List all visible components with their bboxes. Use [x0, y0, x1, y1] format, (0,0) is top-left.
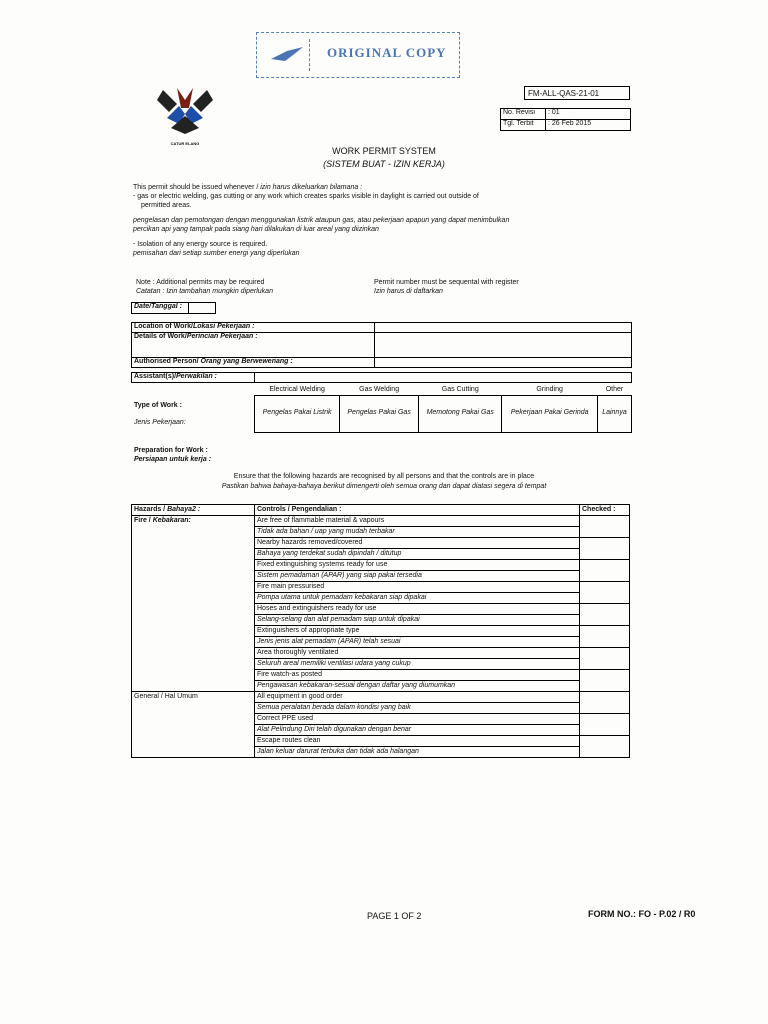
preparation-label-id: Persiapan untuk kerja : [134, 456, 212, 463]
control-id: Pengawasan kebakaran-sesuai dengan daftar yang diumumkan [255, 681, 580, 692]
permit-id: Izin harus di daftarkan [374, 288, 443, 295]
assistant-label: Assistant(s)/Perwakilan : [132, 373, 255, 383]
intro-bullet1-id1: pengelasan dan pemotongan dengan menggunakan listrik ataupun gas, atau pekerjaan apapun yang dapat menimbulkan [133, 217, 510, 224]
control-id: Tidak ada bahan / uap yang mudah terbakar [255, 527, 580, 538]
intro-bullet2-id: pemisahan dari setiap sumber energi yang diperlukan [133, 250, 300, 257]
hazard-table [131, 504, 630, 758]
control-id: Bahaya yang terdekat sudah dipindah / ditutup [255, 549, 580, 560]
revision-value: : 01 [546, 109, 631, 120]
intro-text [133, 183, 613, 258]
control-id: Semua peralatan berada dalam kondisi yang baik [255, 703, 580, 714]
checked-cell[interactable] [580, 560, 630, 582]
original-copy-stamp [256, 32, 460, 78]
form-number: FORM NO.: FO - P.02 / R0 [588, 909, 696, 919]
control-id: Sistem pemadaman (APAR) yang siap pakai tersedia [255, 571, 580, 582]
control-en: Hoses and extinguishers ready for use [255, 604, 580, 615]
type-of-work-table [254, 386, 632, 433]
checked-cell[interactable] [580, 736, 630, 758]
date-table [131, 302, 216, 314]
page-subtitle: (SISTEM BUAT - IZIN KERJA) [323, 159, 445, 169]
document-code: FM-ALL-QAS-21-01 [524, 86, 630, 100]
control-id: Alat Pelindung Diri telah digunakan dengan benar [255, 725, 580, 736]
type-of-work-label: Type of Work : [134, 402, 182, 409]
note-id: Catatan : Izin tambahan mungkin diperlukan [136, 288, 273, 295]
checked-cell[interactable] [580, 582, 630, 604]
stamp-text: ORIGINAL COPY [327, 45, 447, 60]
note-en: Note : Additional permits may be required [136, 279, 265, 286]
work-option-electrical-welding[interactable]: Electrical Welding Pengelas Pakai Listrik [255, 396, 340, 433]
stamp-bird-icon [265, 39, 310, 71]
control-en: Nearby hazards removed/covered [255, 538, 580, 549]
hazard-column-header: Hazards / Bahaya2 : [132, 505, 255, 516]
permit-en: Permit number must be sequental with register [374, 279, 519, 286]
hazard-general: General / Hal Umum [132, 692, 255, 758]
issued-label: Tgl. Terbit [501, 120, 546, 131]
work-option-gas-cutting[interactable]: Gas Cutting Memotong Pakai Gas [419, 396, 502, 433]
work-option-other[interactable]: Other Lainnya [597, 396, 631, 433]
assistant-field[interactable] [255, 373, 632, 383]
authorised-label: Authorised Person/ Orang yang Berwewenang : [132, 358, 375, 368]
control-en: Fire watch-as posted [255, 670, 580, 681]
checked-column-header: Checked : [580, 505, 630, 516]
intro-bullet1-id2: percikan api yang tampak pada siang hari dilakukan di luar areal yang diizinkan [133, 226, 379, 233]
type-of-work-label-id: Jenis Pekerjaan: [134, 419, 186, 426]
intro-line1-en: This permit should be issued whenever / [133, 184, 261, 191]
control-id: Pompa utama untuk pemadam kebakaran siap dipakai [255, 593, 580, 604]
checked-cell[interactable] [580, 626, 630, 648]
company-logo [155, 84, 215, 144]
issued-value: : 26 Feb 2015 [546, 120, 631, 131]
checked-cell[interactable] [580, 648, 630, 670]
page-title: WORK PERMIT SYSTEM [332, 146, 436, 156]
date-field[interactable] [189, 303, 216, 314]
checked-cell[interactable] [580, 670, 630, 692]
location-label: Location of Work/Lokasi Pekerjaan : [132, 323, 375, 333]
permit-number-note [374, 278, 519, 296]
work-option-gas-welding[interactable]: Gas Welding Pengelas Pakai Gas [340, 396, 419, 433]
checked-cell[interactable] [580, 516, 630, 538]
revision-label: No. Revisi [501, 109, 546, 120]
details-label: Details of Work/Perincian Pekerjaan : [132, 333, 375, 358]
control-en: Fire main pressurised [255, 582, 580, 593]
intro-line1-id: izin harus dikeluarkan bilamana : [260, 184, 363, 191]
control-en: Are free of flammable material & vapours [255, 516, 580, 527]
ensure-text: Ensure that the following hazards are recognised by all persons and that the controls are in place [233, 473, 535, 480]
logo-caption: CATUR ELANG [170, 141, 200, 146]
revision-table [500, 108, 631, 131]
controls-column-header: Controls / Pengendalian : [255, 505, 580, 516]
checked-cell[interactable] [580, 538, 630, 560]
work-info-table [131, 322, 632, 368]
control-en: All equipment in good order [255, 692, 580, 703]
checked-cell[interactable] [580, 692, 630, 714]
eagle-logo-icon [155, 84, 215, 136]
control-id: Jenis jenis alat pemadam (APAR) telah sesuai [255, 637, 580, 648]
checked-cell[interactable] [580, 714, 630, 736]
note-block [136, 278, 273, 296]
details-field[interactable] [375, 333, 632, 358]
location-field[interactable] [375, 323, 632, 333]
intro-bullet2: - Isolation of any energy source is required. [133, 241, 268, 248]
intro-bullet1: - gas or electric welding, gas cutting or any work which creates sparks visible in daylight is carried out outside of [133, 193, 479, 200]
control-en: Area thoroughly ventilated [255, 648, 580, 659]
control-en: Escape routes clean [255, 736, 580, 747]
intro-bullet1-cont: permitted areas. [141, 202, 192, 209]
control-en: Extinguishers of appropriate type [255, 626, 580, 637]
checked-cell[interactable] [580, 604, 630, 626]
control-en: Correct PPE used [255, 714, 580, 725]
control-id: Jalan keluar darurat terbuka dan tidak ada halangan [255, 747, 580, 758]
date-label: Date/Tanggal : [132, 303, 189, 314]
page-number: PAGE 1 OF 2 [367, 911, 422, 921]
preparation-label: Preparation for Work : [134, 447, 208, 454]
control-en: Fixed extinguishing systems ready for use [255, 560, 580, 571]
ensure-text-id: Pastikan bahwa bahaya-bahaya berikut dimengerti oleh semua orang dan dapat diatasi segera di tempat [221, 483, 547, 490]
work-option-grinding[interactable]: Grinding Pekerjaan Pakai Gerinda [502, 396, 597, 433]
control-id: Seluruh areal memiliki ventilasi udara yang cukup [255, 659, 580, 670]
assistant-table [131, 372, 632, 383]
authorised-field[interactable] [375, 358, 632, 368]
hazard-fire: Fire / Kebakaran: [132, 516, 255, 692]
control-id: Selang-selang dan alat pemadam siap untuk dipakai [255, 615, 580, 626]
